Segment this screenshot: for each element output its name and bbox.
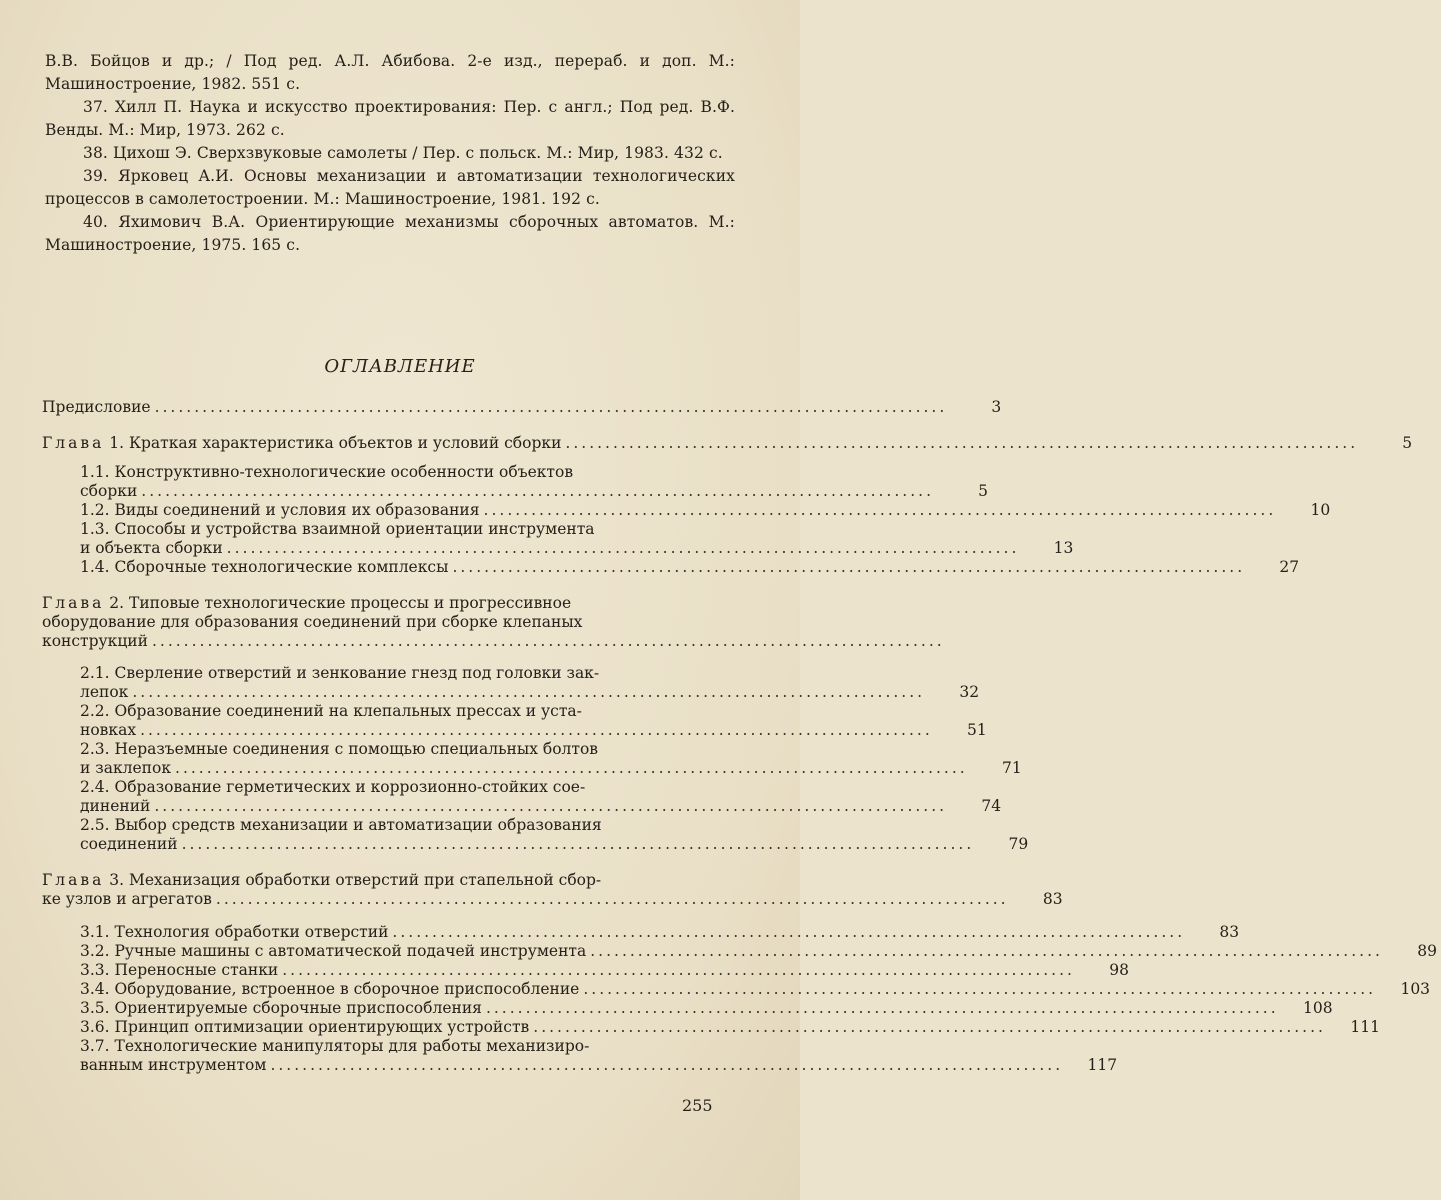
toc-page: 103 [1400, 980, 1431, 998]
bibliography-list [45, 50, 735, 257]
toc-title: 1.2. Виды соединений и условия их образования [80, 501, 480, 519]
toc-page: 89 [1417, 942, 1437, 960]
leader-dots: .................................................................................................... [141, 482, 934, 500]
leader-dots: .................................................................................................... [215, 890, 1009, 908]
toc-title: 1.4. Сборочные технологические комплексы [80, 558, 449, 576]
toc-entry-preface [42, 398, 1002, 417]
leader-dots: .................................................................................................... [590, 942, 1383, 960]
leader-dots: .................................................................................................... [175, 759, 968, 777]
toc-entry-2-4 [80, 778, 1002, 816]
toc-title-line: сборки [80, 482, 138, 500]
leader-dots: .................................................................................................... [132, 683, 926, 701]
toc-title: 3.2. Ручные машины с автоматической подачей инструмента [80, 942, 587, 960]
toc-entry-1-4 [80, 558, 1300, 577]
toc-title-line: 3. Механизация обработки отверстий при стапельной сбор- [109, 871, 602, 889]
leader-dots: .................................................................................................... [181, 835, 975, 853]
toc-title-line: соединений [80, 835, 178, 853]
toc-entry-2-3 [80, 740, 1022, 778]
toc-entry-3-6 [80, 1018, 1380, 1037]
leader-dots: .................................................................................................... [226, 539, 1020, 557]
bibliography-entry: 39. Ярковец А.И. Основы механизации и автоматизации технологических процессов в самолетостроении. М.: Машиностроение, 1981. 192 с. [45, 167, 735, 208]
leader-dots: .................................................................................................... [392, 923, 1186, 941]
toc-page: 5 [1402, 434, 1413, 452]
toc-entry-3-3 [80, 961, 1129, 980]
table-of-contents [42, 398, 1437, 1075]
toc-title-line: 1.3. Способы и устройства взаимной ориентации инструмента [80, 520, 595, 538]
bibliography-entry: 37. Хилл П. Наука и искусство проектирования: Пер. с англ.; Под ред. В.Ф. Венды. М.: Мир, 1973. 262 с. [45, 98, 735, 139]
toc-entry-2-1 [80, 664, 980, 702]
toc-page: 32 [959, 683, 980, 701]
toc-title: Предисловие [42, 398, 151, 416]
toc-title-line: 2.1. Сверление отверстий и зенкование гнезд под головки зак- [80, 664, 600, 682]
toc-page: 13 [1053, 539, 1074, 557]
toc-title: 3.3. Переносные станки [80, 961, 279, 979]
toc-title: 3.4. Оборудование, встроенное в сборочное приспособление [80, 980, 580, 998]
toc-entry-3-5 [80, 999, 1333, 1018]
toc-entry-3-7 [80, 1037, 1118, 1075]
leader-dots: .................................................................................................... [151, 632, 945, 650]
toc-page: 27 [1279, 558, 1300, 576]
toc-page: 98 [1109, 961, 1129, 979]
toc-title-line: 1.1. Конструктивно-технологические особенности объектов [80, 463, 574, 481]
contents-heading: ОГЛАВЛЕНИЕ [324, 356, 476, 377]
toc-title-line: конструкций [42, 632, 148, 650]
toc-page: 83 [1219, 923, 1240, 941]
leader-dots: .................................................................................................... [583, 980, 1377, 998]
toc-entry-3-2 [80, 942, 1437, 961]
toc-page: 51 [967, 721, 987, 739]
toc-title: 3.6. Принцип оптимизации ориентирующих устройств [80, 1018, 530, 1036]
toc-entry-3-4 [80, 980, 1431, 999]
toc-entry-1-2 [80, 501, 1331, 520]
toc-page: 10 [1310, 501, 1331, 519]
toc-title-line: 2.2. Образование соединений на клепальных прессах и уста- [80, 702, 582, 720]
chapter-prefix: Глава [42, 434, 105, 452]
chapter-prefix: Глава [42, 871, 105, 889]
toc-title-line: и заклепок [80, 759, 172, 777]
toc-title-line: 3.7. Технологические манипуляторы для работы механизиро- [80, 1037, 590, 1055]
toc-title-line: 2.5. Выбор средств механизации и автоматизации образования [80, 816, 602, 834]
leader-dots: .................................................................................................... [154, 797, 948, 815]
toc-page: 74 [981, 797, 1002, 815]
leader-dots: .................................................................................................... [485, 999, 1279, 1017]
leader-dots: .................................................................................................... [140, 721, 933, 739]
leader-dots: .................................................................................................... [282, 961, 1075, 979]
toc-title-line: 2. Типовые технологические процессы и прогрессивное [109, 594, 572, 612]
toc-entry-2-5 [80, 816, 1029, 854]
toc-entry-1-1 [80, 463, 988, 501]
leader-dots: .................................................................................................... [533, 1018, 1326, 1036]
leader-dots: .................................................................................................... [154, 398, 948, 416]
bibliography-entry: 40. Яхимович В.А. Ориентирующие механизмы сборочных автоматов. М.: Машиностроение, 1975. 165 с. [45, 213, 735, 254]
toc-entry-1-3 [80, 520, 1074, 558]
toc-title: 1. Краткая характеристика объектов и условий сборки [109, 434, 562, 452]
toc-page: 108 [1303, 999, 1333, 1017]
leader-dots: .................................................................................................... [483, 501, 1277, 519]
leader-dots: .................................................................................................... [565, 434, 1359, 452]
toc-title-line: ванным инструментом [80, 1056, 267, 1074]
toc-title-line: 2.3. Неразъемные соединения с помощью специальных болтов [80, 740, 599, 758]
chapter-prefix: Глава [42, 594, 105, 612]
toc-title-line: 2.4. Образование герметических и коррозионно-стойких сое- [80, 778, 586, 796]
toc-chapter-2 [42, 594, 945, 651]
toc-page: 117 [1087, 1056, 1118, 1074]
toc-entry-2-2 [80, 702, 987, 740]
toc-title-line: ке узлов и агрегатов [42, 890, 212, 908]
toc-title: 3.5. Ориентируемые сборочные приспособления [80, 999, 482, 1017]
toc-page: 3 [991, 398, 1002, 416]
toc-title-line: новках [80, 721, 137, 739]
toc-chapter-3 [42, 871, 1063, 909]
toc-title: 3.1. Технология обработки отверстий [80, 923, 389, 941]
toc-title-line: и объекта сборки [80, 539, 223, 557]
toc-title-line: оборудование для образования соединений при сборке клепаных [42, 613, 583, 631]
toc-title-line: лепок [80, 683, 129, 701]
page-number: 255 [682, 1096, 713, 1115]
leader-dots: .................................................................................................... [452, 558, 1246, 576]
toc-entry-3-1 [80, 923, 1240, 942]
toc-page: 71 [1001, 759, 1022, 777]
leader-dots: .................................................................................................... [270, 1056, 1064, 1074]
bibliography-entry: В.В. Бойцов и др.; / Под ред. А.Л. Абибова. 2-е изд., перераб. и доп. М.: Машиностроение, 1982. 551 с. [45, 52, 735, 93]
bibliography-entry: 38. Цихош Э. Сверхзвуковые самолеты / Пер. с польск. М.: Мир, 1983. 432 с. [83, 144, 723, 162]
toc-chapter-1 [42, 434, 1413, 453]
toc-page: 111 [1350, 1018, 1380, 1036]
toc-page: 83 [1042, 890, 1063, 908]
toc-page: 5 [978, 482, 988, 500]
toc-page: 79 [1008, 835, 1029, 853]
toc-title-line: динений [80, 797, 151, 815]
